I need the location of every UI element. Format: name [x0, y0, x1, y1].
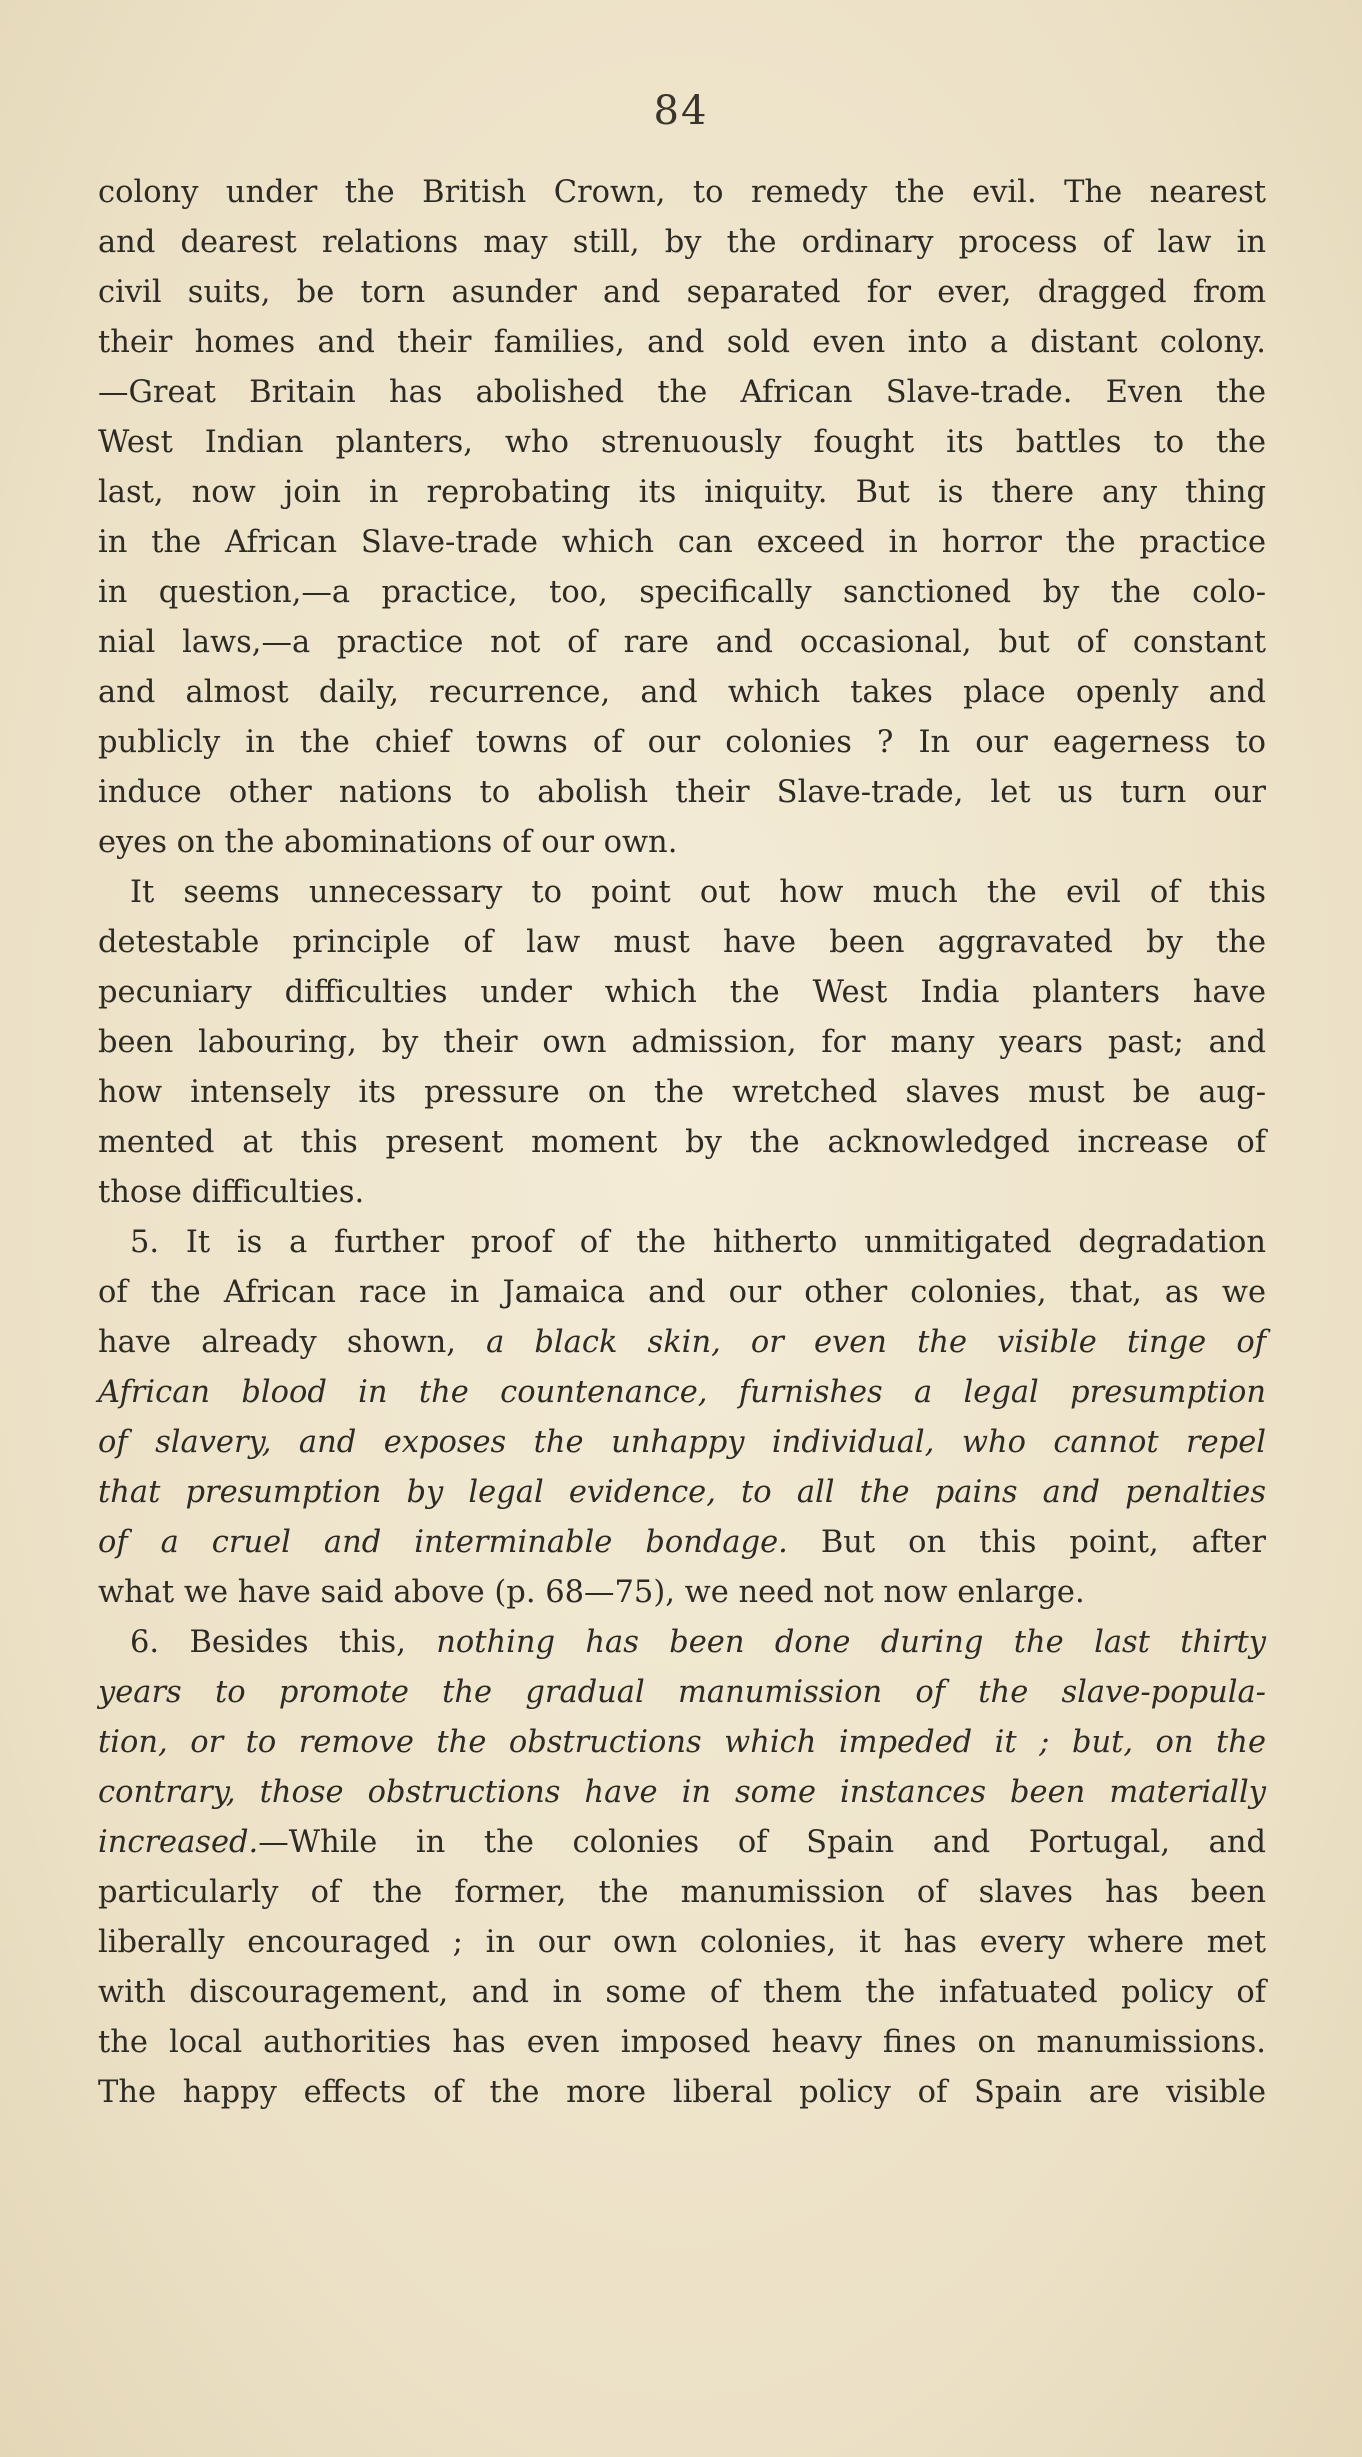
text-span: have already shown,	[98, 1325, 487, 1360]
text-span: 5. It is a further proof of the hitherto unmitigated degradation	[130, 1225, 1266, 1260]
text-line	[98, 1968, 1266, 2018]
text-line	[98, 518, 1266, 568]
italic-text: a black skin, or even the visible tinge of	[486, 1325, 1266, 1360]
text-span: West Indian planters, who strenuously fought its battles to the	[98, 425, 1266, 460]
italic-text: tion, or to remove the obstructions which impeded it ; but, on the	[98, 1725, 1266, 1760]
text-line	[98, 268, 1266, 318]
italic-text: nothing has been done during the last thirty	[436, 1625, 1266, 1660]
text-line	[98, 1718, 1266, 1768]
text-line	[98, 1768, 1266, 1818]
text-line	[98, 1568, 1266, 1618]
paragraph-p3	[98, 1218, 1266, 1618]
text-line	[98, 1268, 1266, 1318]
text-span: their homes and their families, and sold even into a distant colony.	[98, 325, 1266, 360]
text-line	[98, 1468, 1266, 1518]
text-span: and almost daily, recurrence, and which takes place openly and	[98, 675, 1266, 710]
text-span: last, now join in reprobating its iniquity. But is there any thing	[98, 475, 1266, 510]
paragraph-p1	[98, 168, 1266, 868]
text-span: been labouring, by their own admission, for many years past; and	[98, 1025, 1266, 1060]
text-span: The happy effects of the more liberal policy of Spain are visible	[98, 2075, 1266, 2110]
body-text	[98, 168, 1266, 2118]
text-span: —While in the colonies of Spain and Portugal, and	[258, 1825, 1266, 1860]
text-line	[98, 618, 1266, 668]
text-line	[98, 168, 1266, 218]
text-line	[98, 1918, 1266, 1968]
text-span: in the African Slave-trade which can exceed in horror the practice	[98, 525, 1266, 560]
paragraph-p4	[98, 1618, 1266, 2118]
italic-text: contrary, those obstructions have in some instances been materially	[98, 1775, 1266, 1810]
text-line	[98, 818, 1266, 868]
text-span: civil suits, be torn asunder and separated for ever, dragged from	[98, 275, 1266, 310]
text-span: eyes on the abominations of our own.	[98, 825, 678, 860]
text-span: liberally encouraged ; in our own colonies, it has every where met	[98, 1925, 1266, 1960]
text-span: colony under the British Crown, to remedy the evil. The nearest	[98, 175, 1266, 210]
text-line	[98, 1518, 1266, 1568]
italic-text: of slavery, and exposes the unhappy individual, who cannot repel	[98, 1425, 1266, 1460]
text-span: particularly of the former, the manumission of slaves has been	[98, 1875, 1266, 1910]
text-line	[98, 368, 1266, 418]
text-line	[98, 1368, 1266, 1418]
text-span: how intensely its pressure on the wretched slaves must be aug-	[98, 1075, 1266, 1110]
italic-text: African blood in the countenance, furnishes a legal presumption	[98, 1375, 1266, 1410]
text-line	[98, 668, 1266, 718]
text-line	[98, 1018, 1266, 1068]
text-line	[98, 1168, 1266, 1218]
text-span: pecuniary difficulties under which the West India planters have	[98, 975, 1266, 1010]
page-number: 84	[653, 88, 709, 134]
text-line	[98, 1068, 1266, 1118]
italic-text: that presumption by legal evidence, to all the pains and penalties	[98, 1475, 1266, 1510]
text-line	[98, 718, 1266, 768]
italic-text: of a cruel and interminable bondage.	[98, 1525, 788, 1560]
text-span: It seems unnecessary to point out how much the evil of this	[130, 875, 1266, 910]
italic-text: increased.	[98, 1825, 259, 1860]
text-span: what we have said above (p. 68—75), we need not now enlarge.	[98, 1575, 1085, 1610]
text-span: nial laws,—a practice not of rare and occasional, but of constant	[98, 625, 1266, 660]
paragraph-p2	[98, 868, 1266, 1218]
text-span: But on this point, after	[787, 1525, 1266, 1560]
text-line	[98, 918, 1266, 968]
text-line	[98, 1118, 1266, 1168]
text-span: with discouragement, and in some of them the infatuated policy of	[98, 1975, 1266, 2010]
text-line	[98, 868, 1266, 918]
text-line	[98, 568, 1266, 618]
text-line	[98, 318, 1266, 368]
text-span: mented at this present moment by the acknowledged increase of	[98, 1125, 1266, 1160]
text-line	[98, 1218, 1266, 1268]
text-span: and dearest relations may still, by the ordinary process of law in	[98, 225, 1266, 260]
text-line	[98, 1868, 1266, 1918]
text-span: in question,—a practice, too, specifically sanctioned by the colo-	[98, 575, 1266, 610]
text-span: induce other nations to abolish their Slave-trade, let us turn our	[98, 775, 1266, 810]
text-span: 6. Besides this,	[130, 1625, 437, 1660]
text-line	[98, 1418, 1266, 1468]
text-line	[98, 1618, 1266, 1668]
text-span: of the African race in Jamaica and our other colonies, that, as we	[98, 1275, 1266, 1310]
text-line	[98, 1318, 1266, 1368]
text-line	[98, 768, 1266, 818]
text-span: —Great Britain has abolished the African Slave-trade. Even the	[98, 375, 1266, 410]
text-span: detestable principle of law must have been aggravated by the	[98, 925, 1266, 960]
text-line	[98, 1818, 1266, 1868]
text-line	[98, 968, 1266, 1018]
text-line	[98, 468, 1266, 518]
text-span: publicly in the chief towns of our colonies ? In our eagerness to	[98, 725, 1266, 760]
text-line	[98, 218, 1266, 268]
text-span: the local authorities has even imposed heavy fines on manumissions.	[98, 2025, 1266, 2060]
italic-text: years to promote the gradual manumission of the slave-popula-	[98, 1675, 1266, 1710]
text-span: those difficulties.	[98, 1175, 365, 1210]
text-line	[98, 2068, 1266, 2118]
text-line	[98, 1668, 1266, 1718]
text-line	[98, 418, 1266, 468]
text-line	[98, 2018, 1266, 2068]
